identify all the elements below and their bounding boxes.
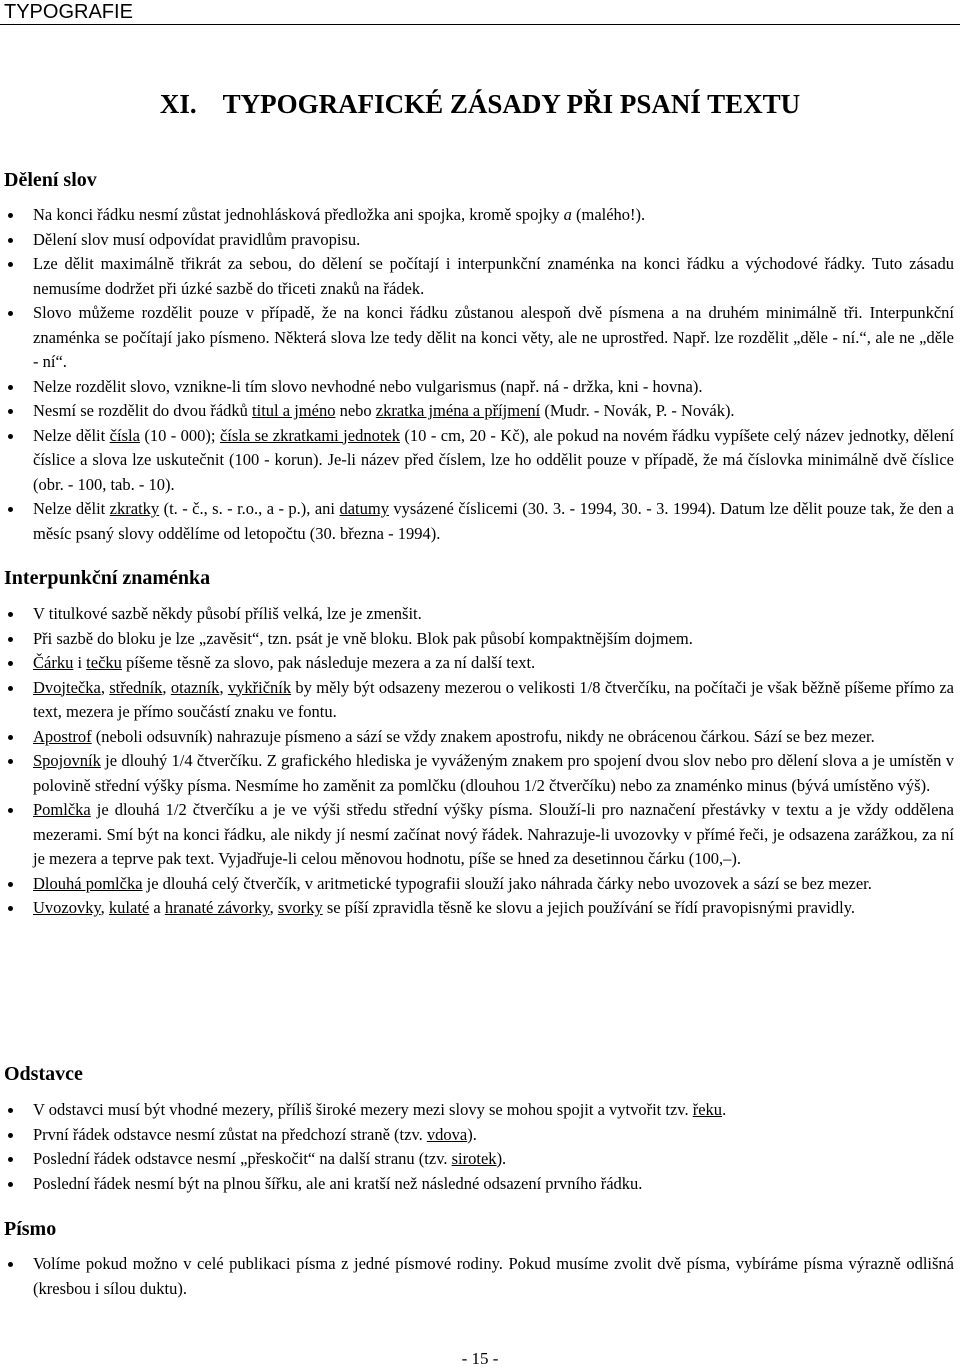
item-text: by měly být odsazeny mezerou o velikosti 1/8 čtverčíku, na počítači je však běžně píšeme přímo za text, mezera je přímo součástí znaku ve fontu. xyxy=(33,677,955,721)
header-label: TYPOGRAFIE xyxy=(4,1,133,23)
item-text: (10 - cm, 20 - Kč), ale pokud na novém řádku vypíšete celý název jednotky, dělení číslice a slova lze uskutečnit (100 - korun). Je-li název před číslem, lze ho oddělit pouze v případě, že má číslovka minimálně dvě číslice (obr. - 100, tab. - 10). xyxy=(33,425,954,494)
item-text: , xyxy=(219,677,228,697)
item-text: První řádek odstavce nesmí zůstat na předchozí straně (tzv. xyxy=(33,1124,427,1144)
list-item xyxy=(0,798,960,872)
underlined-term: sirotek xyxy=(451,1149,497,1168)
underlined-term: čísla xyxy=(109,425,140,445)
section-heading-odstavce: Odstavce xyxy=(4,1063,83,1085)
list-item xyxy=(0,1098,960,1123)
item-text: . xyxy=(722,1100,727,1119)
item-text: (t. - č., s. - r.o., a - p.), ani xyxy=(159,499,340,518)
list-item xyxy=(0,1172,960,1197)
list-item xyxy=(0,1147,960,1172)
underlined-term: datumy xyxy=(339,499,389,518)
item-text: (10 - 000); xyxy=(139,425,220,445)
underlined-term: svorky xyxy=(277,898,323,917)
list-item xyxy=(0,602,960,627)
item-text: (malého!). xyxy=(571,205,646,224)
item-text: Dělení slov musí odpovídat pravidlům pravopisu. xyxy=(33,229,361,249)
underlined-term: Čárku xyxy=(33,653,74,672)
list-item xyxy=(0,749,960,798)
bullet-list-odstavce xyxy=(0,1098,960,1196)
page-number: - 15 - xyxy=(461,1349,499,1368)
item-text: (Mudr. - Novák, P. - Novák). xyxy=(540,401,735,420)
chapter-number: XI. xyxy=(159,89,197,119)
section-heading-deleni-slov: Dělení slov xyxy=(4,169,97,191)
list-item xyxy=(0,375,960,400)
item-text: V titulkové sazbě někdy působí příliš velká, lze je zmenšit. xyxy=(33,604,422,623)
italic-term: a xyxy=(563,205,572,224)
underlined-term: titul a jméno xyxy=(252,401,336,420)
item-text: je dlouhá celý čtverčík, v aritmetické typografii slouží jako náhrada čárky nebo uvozovek a sází se bez mezer. xyxy=(142,873,872,893)
list-item xyxy=(0,252,960,301)
item-text: Na konci řádku nesmí zůstat jednohlásková předložka ani spojka, kromě spojky xyxy=(33,205,564,224)
item-text: i xyxy=(73,653,87,672)
underlined-term: Dlouhá pomlčka xyxy=(33,873,143,893)
item-text: píšeme těsně za slovo, pak následuje mezera a za ní další text. xyxy=(121,653,536,672)
item-text: Poslední řádek nesmí být na plnou šířku, ale ani kratší než následné odsazení prvního řádku. xyxy=(33,1173,643,1193)
underlined-term: čísla se zkratkami jednotek xyxy=(219,425,400,445)
item-text: Nelze dělit xyxy=(33,499,110,518)
underlined-term: Dvojtečka xyxy=(33,677,101,697)
underlined-term: Apostrof xyxy=(33,726,92,746)
item-text: nebo xyxy=(335,401,376,420)
section-heading-interpunkcni-znamenka: Interpunkční znaménka xyxy=(4,567,211,589)
bullet-list-interpunkcni-znamenka xyxy=(0,602,960,921)
list-item xyxy=(0,399,960,424)
underlined-term: vdova xyxy=(426,1124,468,1144)
item-text: , xyxy=(269,898,278,917)
item-text: ). xyxy=(496,1149,507,1168)
chapter-title-text: TYPOGRAFICKÉ ZÁSADY PŘI PSANÍ TEXTU xyxy=(222,89,801,119)
list-item xyxy=(0,896,960,921)
list-item xyxy=(0,1123,960,1148)
item-text: Lze dělit maximálně třikrát za sebou, do dělení se počítají i interpunkční znaménka na konci řádku a východové řádky. Tuto zásadu nemusíme dodržet při úzké sazbě do třiceti znaků na řádek. xyxy=(33,254,954,298)
item-text: , xyxy=(100,677,110,697)
item-text: Slovo můžeme rozdělit pouze v případě, že na konci řádku zůstanou alespoň dvě písmena a na druhém minimálně tři. Interpunkční znaménka se počítají jako písmeno. Některá slova lze tedy dělit na konci věty, ale ne uprostřed. Např. lze rozdělit „děle - ní.“, ale ne „děle - ní“. xyxy=(33,303,954,371)
list-item xyxy=(0,627,960,652)
underlined-term: Pomlčka xyxy=(33,800,91,819)
list-item xyxy=(0,203,960,228)
underlined-term: otazník xyxy=(170,677,220,697)
item-text: Poslední řádek odstavce nesmí „přeskočit“ na další stranu (tzv. xyxy=(33,1149,452,1168)
item-text: (neboli odsuvník) nahrazuje písmeno a sází se vždy znakem apostrofu, nikdy ne obrácenou čárkou. Sází se bez mezer. xyxy=(91,726,875,746)
underlined-term: středník xyxy=(109,677,163,697)
item-text: se píší zpravidla těsně ke slovu a jejich používání se řídí pravopisnými pravidly. xyxy=(322,898,856,917)
item-text: Nelze dělit xyxy=(33,425,110,445)
item-text: a xyxy=(149,898,165,917)
item-text: Nesmí se rozdělit do dvou řádků xyxy=(33,401,253,420)
list-item xyxy=(0,497,960,546)
item-text: V odstavci musí být vhodné mezery, příliš široké mezery mezi slovy se mohou spojit a vytvořit tzv. xyxy=(33,1100,693,1119)
underlined-term: hranaté závorky xyxy=(164,898,270,917)
item-text: je dlouhý 1/4 čtverčíku. Z grafického hlediska je vyváženým znakem pro spojení dvou slov nebo pro dělení slova a je umístěn v polovině střední výšky písma. Nesmíme ho zaměnit za pomlčku (dlouhou 1/2 čtverčíku) nebo za znaménko minus (bývá umístěno výš). xyxy=(33,751,954,795)
item-text: , xyxy=(100,898,109,917)
bullet-list-pismo xyxy=(0,1252,960,1301)
item-text: Volíme pokud možno v celé publikaci písma z jedné písmové rodiny. Pokud musíme zvolit dvě písma, vybíráme písma výrazně odlišná (kresbou i sílou duktu). xyxy=(33,1254,954,1298)
item-text: Nelze rozdělit slovo, vznikne-li tím slovo nevhodné nebo vulgarismus (např. ná - držka, kni - hovna). xyxy=(33,376,703,396)
chapter-title xyxy=(0,86,960,122)
underlined-term: zkratka jména a příjmení xyxy=(375,401,541,420)
list-item xyxy=(0,676,960,725)
underlined-term: zkratky xyxy=(109,499,160,518)
list-item xyxy=(0,1252,960,1301)
list-item xyxy=(0,228,960,253)
running-header xyxy=(0,0,960,25)
underlined-term: vykřičník xyxy=(227,677,292,697)
list-item xyxy=(0,872,960,897)
item-text: je dlouhá 1/2 čtverčíku a je ve výši středu střední výšky písma. Slouží-li pro naznačení přestávky v textu a je vždy oddělena mezerami. Smí být na konci řádku, ale nikdy jí nesmí začínat nový řádek. Nahrazuje-li uvozovky v přímé řeči, je odsazena zarážkou, za ní je mezera a teprve pak text. Vyjadřuje-li celou měnovou hodnotu, píše se hned za desetinnou čárku (100,–). xyxy=(33,800,954,868)
list-item xyxy=(0,424,960,498)
underlined-term: řeku xyxy=(692,1100,723,1119)
item-text: vysázené číslicemi (30. 3. - 1994, 30. - 3. 1994). Datum lze dělit pouze tak, že den a měsíc psaný slovy oddělíme od letopočtu (30. března - 1994). xyxy=(33,499,954,543)
item-text: Při sazbě do bloku je lze „zavěsit“, tzn. psát je vně bloku. Blok pak působí kompaktnějším dojmem. xyxy=(33,628,693,648)
list-item xyxy=(0,301,960,375)
bullet-list-deleni-slov xyxy=(0,203,960,546)
list-item xyxy=(0,651,960,676)
section-heading-pismo: Písmo xyxy=(4,1218,57,1240)
item-text: ). xyxy=(467,1124,477,1144)
underlined-term: Spojovník xyxy=(33,751,101,770)
item-text: , xyxy=(162,677,171,697)
underlined-term: tečku xyxy=(86,653,122,672)
list-item xyxy=(0,725,960,750)
underlined-term: Uvozovky xyxy=(33,898,101,917)
underlined-term: kulaté xyxy=(108,898,150,917)
